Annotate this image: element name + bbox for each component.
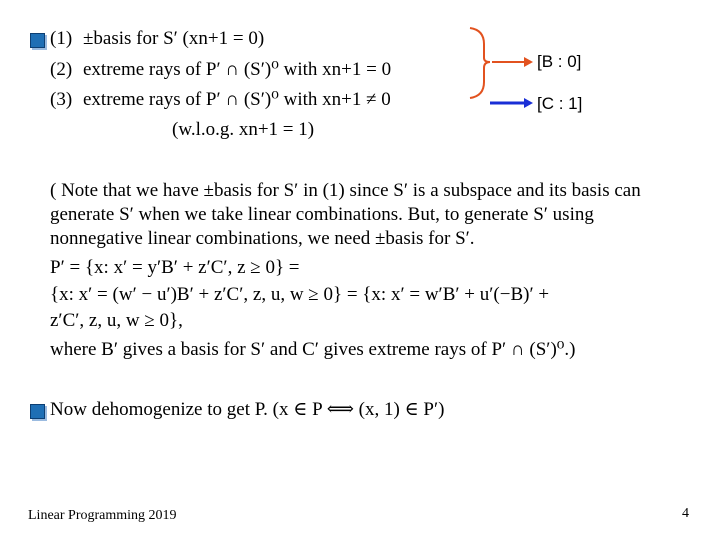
note-line-closing: where B′ gives a basis for S′ and C′ gives extreme rays of P′ ∩ (S′)⁰.): [50, 339, 576, 360]
list-num-2: (2): [50, 59, 73, 80]
list-text-2: extreme rays of P′ ∩ (S′)⁰ with xn+1 = 0: [83, 59, 392, 80]
arrow-c-head: [524, 98, 533, 108]
note-line-3: nonnegative linear combinations, we need ±basis for S′.: [50, 228, 475, 249]
page-number: 4: [682, 506, 689, 521]
equation-line-2: {x: x′ = (w′ − u′)B′ + z′C′, z, u, w ≥ 0} = {x: x′ = w′B′ + u′(−B)′ +: [50, 284, 550, 305]
equation-line-1: P′ = {x: x′ = y′B′ + z′C′, z ≥ 0} =: [50, 257, 300, 278]
bullet-icon: [30, 404, 45, 419]
list-text-1: ±basis for S′ (xn+1 = 0): [83, 28, 265, 49]
list-num-3: (3): [50, 89, 73, 110]
equation-line-3: z′C′, z, u, w ≥ 0},: [50, 310, 183, 331]
footer-course-title: Linear Programming 2019: [28, 508, 177, 523]
tag-c: [C : 1]: [537, 94, 583, 113]
note-line-1: ( Note that we have ±basis for S′ in (1) since S′ is a subspace and its basis can: [50, 180, 641, 201]
note-line-2: generate S′ when we take linear combinations. But, to generate S′ using: [50, 204, 594, 225]
tag-b: [B : 0]: [537, 52, 582, 71]
list-num-1: (1): [50, 28, 73, 49]
arrow-b-head: [524, 57, 533, 67]
dehomogenize-text: Now dehomogenize to get P. (x ∈ P ⟺ (x, 1) ∈ P′): [50, 399, 445, 420]
wlog-note: (w.l.o.g. xn+1 = 1): [172, 119, 315, 140]
list-text-3: extreme rays of P′ ∩ (S′)⁰ with xn+1 ≠ 0: [83, 89, 391, 110]
bracket-shape: [470, 28, 490, 98]
